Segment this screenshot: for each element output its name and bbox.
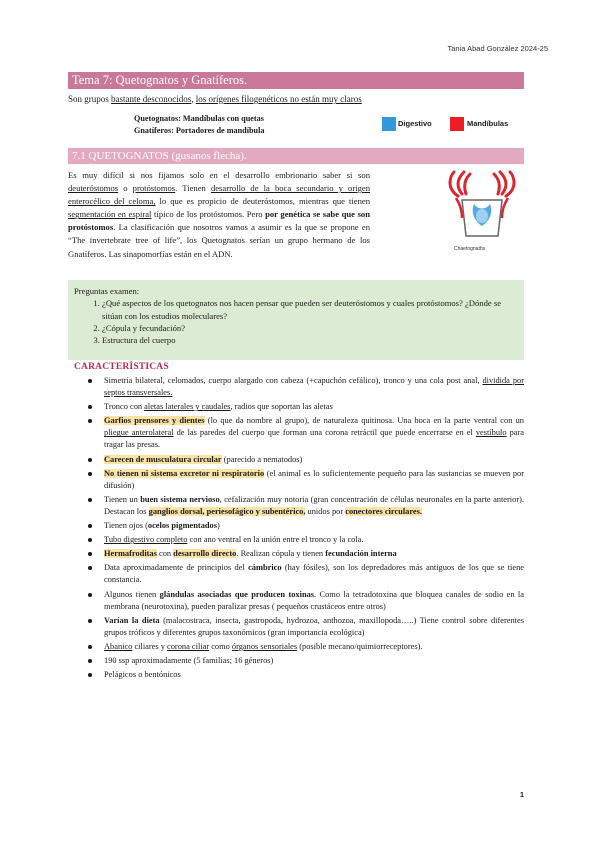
bullet-text: Simetría bilateral, celomados, cuerpo alargado con cabeza (+capuchón cefálico), tronco y una cola post anal,: [104, 376, 483, 385]
bullet-underline: dividida por septos transversales.: [104, 376, 524, 398]
bullet-text: como: [209, 641, 232, 651]
bullet-text: Tienen un: [104, 494, 141, 504]
intro-underlined: bastante desconocidos: [111, 94, 192, 104]
legend-swatch-digestivo: [382, 117, 396, 131]
intro-line: [68, 94, 524, 104]
list-item: [104, 589, 524, 613]
bullet-text: . Como la tetradotoxina que bloquea canales de sodio en la membrana (neurotoxina), pueden paralizar presas ( pequeños crustáceos entre otros): [104, 589, 524, 611]
bullet-text: (posible mecano/quimiorreceptores).: [297, 641, 423, 651]
bullet-highlight: Carecen de musculatura circular: [104, 454, 222, 464]
para-text: lo que es propicio de deuteróstomos, mientras que tienen: [155, 196, 370, 207]
bullet-text: de las paredes del cuerpo que forman una corona retráctil que puede encerrarse en el: [173, 428, 476, 438]
bullet-bold: ocelos pigmentados: [147, 521, 217, 531]
bullet-highlight: Garfios prensores y dientes: [104, 416, 205, 426]
bullet-highlight: No tienen ni sistema excretor ni respiratorio: [104, 468, 265, 478]
legend-label-digestivo: Digestivo: [398, 119, 432, 128]
chaetognath-illustration: [440, 170, 524, 256]
caracteristicas-heading: CARACTERÍSTICAS: [74, 362, 169, 372]
intro-text: Son grupos: [68, 94, 112, 104]
para-text: . La clasificación que nosotros vamos a asumir es la que se propone en “The invertebrate tree of life”, los Quetognatos serían un grupo hermano de los Gnatíferos. Las sinapomorfías están en el ADN.: [68, 222, 370, 259]
exam-questions-box: [68, 280, 524, 360]
intro-sep: ,: [191, 94, 196, 104]
bullet-text: 190 ssp aproximadamente (5 familias; 16 géneros): [104, 655, 274, 665]
legend-swatch-mandibulas: [450, 117, 464, 131]
page-title: Tema 7: Quetognatos y Gnatíferos.: [68, 72, 524, 89]
figure-caption: Chaetognaths: [454, 246, 486, 252]
bullet-text: (lo que da nombre al grupo), de naturaleza quitinosa. Una boca en la parte ventral con un: [204, 416, 524, 426]
para-text: . Tienen: [175, 183, 211, 194]
bullet-text: unidos por: [305, 506, 346, 516]
bullet-text: con ano ventral en la unión entre el tronco y la cola.: [187, 535, 364, 545]
para-text: o: [118, 183, 133, 194]
bullet-bold: cámbrico: [248, 563, 282, 573]
questions-heading: Preguntas examen:: [74, 286, 140, 296]
section-heading: 7.1 QUETOGNATOS (gusanos flecha).: [68, 148, 524, 164]
bullet-highlight: ganglios dorsal, periesofágico y subentérico,: [148, 506, 306, 516]
bullet-text: Algunos tienen: [104, 589, 160, 599]
quetognatos-paragraph: [68, 169, 370, 261]
bullet-text: ciliares y: [132, 641, 168, 651]
list-item: [104, 562, 524, 586]
list-item: [104, 669, 524, 681]
bullet-text: (el animal es lo suficientemente pequeño para las sustancias se mueven por difusión): [104, 468, 524, 490]
list-item: [104, 534, 524, 546]
legend-line-gnatiferos: Gnatíferos: Portadores de mandíbula: [134, 126, 265, 135]
bullet-text: Tronco con: [104, 402, 145, 412]
para-underline: desarrollo de la boca secundario y origen enterocélico del celoma,: [68, 183, 370, 207]
bullet-text: Data aproximadamente de principios del: [104, 563, 249, 573]
bullet-highlight: desarrollo directo: [173, 549, 237, 559]
bullet-bold: Varían la dieta: [104, 615, 160, 625]
bullet-text: con: [156, 549, 174, 559]
para-underline: protóstomos: [132, 183, 176, 194]
list-item: [104, 401, 524, 413]
bullet-bold: fecundación interna: [325, 549, 397, 559]
legend-definitions: [134, 113, 264, 137]
bullet-text: ): [217, 521, 220, 531]
bullet-text: . Realizan cópula y tienen: [236, 549, 326, 559]
legend-label-mandibulas: Mandíbulas: [467, 119, 509, 128]
legend-line-quetognatos: Quetognatos: Mandíbulas con quetas: [134, 114, 264, 123]
list-item: [104, 520, 524, 532]
bullet-text: para tragar las presas.: [104, 428, 524, 450]
para-text: típico de los protóstomos. Pero: [151, 209, 266, 220]
bullet-underline: vestíbulo: [475, 428, 507, 438]
page-number: 1: [519, 790, 524, 799]
bullet-text: , radios que soportan las aletas: [230, 402, 333, 412]
question-item: 3. Estructura del cuerpo: [102, 334, 518, 346]
bullet-underline: pliegue anterolateral: [104, 428, 174, 438]
list-item: [104, 548, 524, 560]
chaetognath-figure: [440, 170, 524, 256]
bullet-text: (hay fósiles), son los depredadores más antiguos de los que se tiene constancia.: [104, 563, 525, 585]
intro-underlined-2: los orígenes filogenéticos no están muy claros: [195, 94, 362, 104]
bullet-text: (parecido a nematodos): [221, 454, 303, 464]
bullet-highlight: Hermafroditas: [104, 549, 157, 559]
list-item: [104, 641, 524, 653]
bullet-underline: aletas laterales y caudales: [144, 402, 231, 412]
para-bold: por genética se sabe que son protóstomos: [68, 209, 370, 233]
list-item: [104, 494, 524, 518]
question-item: 1. ¿Qué aspectos de los quetognatos nos hacen pensar que pueden ser deuteróstomos y cuales protóstomos? ¿Dónde se sitúan con los estudios moleculares?: [102, 297, 518, 322]
para-text: Es muy difícil si nos fijamos solo en el desarrollo embrionario saber si son: [68, 170, 370, 180]
list-item: [104, 468, 524, 492]
bullet-underline: Abanico: [104, 641, 133, 651]
list-item: [104, 454, 524, 466]
bullet-text: Pelágicos o bentónicos: [104, 670, 181, 680]
bullet-underline: corona ciliar: [167, 641, 210, 651]
bullet-underline: Tubo digestivo completo: [104, 535, 188, 545]
question-item: 2. ¿Cópula y fecundación?: [102, 322, 518, 334]
para-underline: segmentación en espiral: [68, 209, 152, 220]
bullet-highlight: conectores circulares.: [345, 506, 422, 516]
list-item: [104, 615, 524, 639]
bullet-text: , cefalización muy notoria (gran concentración de células neuronales en la parte anterior). Destacan los: [104, 494, 524, 516]
bullet-text: Tienen ojos (: [104, 521, 148, 531]
bullet-underline: órganos sensoriales: [231, 641, 298, 651]
list-item: [104, 415, 524, 451]
list-item: [104, 375, 524, 399]
bullet-bold: glándulas asociadas que producen toxinas: [159, 589, 315, 599]
caracteristicas-list: [68, 375, 524, 683]
bullet-text: (malacostraca, insecta, gastropoda, hydrozoa, anthozoa, maxillopoda…..) Tiene control sobre diferentes grupos tróficos y diferentes grupos taxonómicos (gran importancia ecológica): [104, 615, 524, 637]
document-author: Tania Abad González 2024-25: [447, 44, 548, 53]
questions-list: [74, 297, 518, 346]
list-item: [104, 655, 524, 667]
para-underline: deuteróstomos: [68, 183, 119, 194]
bullet-bold: buen sistema nervioso: [140, 494, 220, 504]
